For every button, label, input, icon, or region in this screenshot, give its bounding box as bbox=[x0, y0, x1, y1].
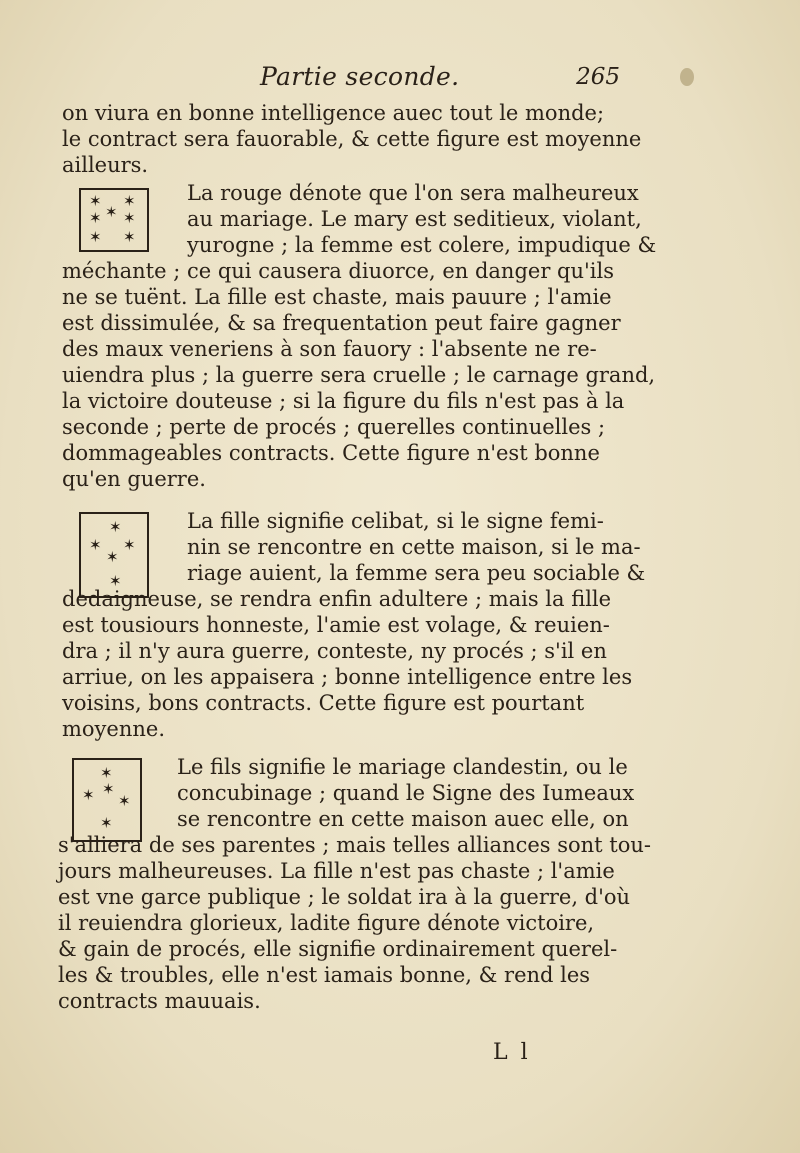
star-icon: ✶ bbox=[109, 518, 122, 536]
text-line: La rouge dénote que l'on sera malheureux bbox=[187, 181, 639, 205]
star-icon: ✶ bbox=[102, 780, 115, 798]
star-icon: ✶ bbox=[106, 548, 119, 566]
text-line: nin se rencontre en cette maison, si le ma- bbox=[187, 535, 641, 559]
star-icon: ✶ bbox=[89, 536, 102, 554]
text-line: s'alliera de ses parentes ; mais telles alliances sont tou- bbox=[58, 833, 652, 857]
star-icon: ✶ bbox=[105, 203, 118, 221]
text-line: est tousiours honneste, l'amie est volage, & reuien- bbox=[62, 613, 610, 637]
text-line: au mariage. Le mary est seditieux, violant, bbox=[187, 207, 642, 231]
star-icon: ✶ bbox=[89, 228, 102, 246]
text-line: méchante ; ce qui causera diuorce, en danger qu'ils bbox=[62, 259, 614, 283]
running-title: Partie seconde. bbox=[260, 62, 460, 91]
text-line: ne se tuënt. La fille est chaste, mais pauure ; l'amie bbox=[62, 285, 612, 309]
signature-mark: L l bbox=[493, 1040, 531, 1065]
text-line: Le fils signifie le mariage clandestin, ou le bbox=[177, 755, 628, 779]
star-icon: ✶ bbox=[89, 192, 102, 210]
geomantic-figure-rouge bbox=[79, 188, 149, 252]
star-icon: ✶ bbox=[118, 792, 131, 810]
page-header bbox=[60, 62, 620, 92]
text-line: est vne garce publique ; le soldat ira à la guerre, d'où bbox=[58, 885, 631, 909]
text-line: concubinage ; quand le Signe des Iumeaux bbox=[177, 781, 635, 805]
text-line: contracts mauuais. bbox=[58, 989, 261, 1013]
text-line: yurogne ; la femme est colere, impudique & bbox=[187, 233, 657, 257]
star-icon: ✶ bbox=[109, 572, 122, 590]
star-icon: ✶ bbox=[82, 786, 95, 804]
text-line: les & troubles, elle n'est iamais bonne, & rend les bbox=[58, 963, 591, 987]
text-line: La fille signifie celibat, si le signe femi- bbox=[187, 509, 604, 533]
text-line: dra ; il n'y aura guerre, conteste, ny procés ; s'il en bbox=[62, 639, 607, 663]
text-line: la victoire douteuse ; si la figure du fils n'est pas à la bbox=[62, 389, 625, 413]
text-line: est dissimulée, & sa frequentation peut faire gagner bbox=[62, 311, 621, 335]
text-line: uiendra plus ; la guerre sera cruelle ; le carnage grand, bbox=[62, 363, 656, 387]
page-number: 265 bbox=[576, 64, 620, 90]
text-line: jours malheureuses. La fille n'est pas chaste ; l'amie bbox=[58, 859, 615, 883]
paper-stain bbox=[680, 68, 694, 86]
text-line: se rencontre en cette maison auec elle, on bbox=[177, 807, 629, 831]
text-line: riage auient, la femme sera peu sociable & bbox=[187, 561, 646, 585]
text-line: moyenne. bbox=[62, 717, 166, 741]
text-line: on viura en bonne intelligence auec tout le monde; bbox=[62, 101, 605, 125]
text-line: il reuiendra glorieux, ladite figure dénote victoire, bbox=[58, 911, 595, 935]
text-line: seconde ; perte de procés ; querelles continuelles ; bbox=[62, 415, 606, 439]
star-icon: ✶ bbox=[123, 209, 136, 227]
star-icon: ✶ bbox=[100, 764, 113, 782]
text-line: des maux veneriens à son fauory : l'absente ne re- bbox=[62, 337, 597, 361]
geomantic-figure-fils bbox=[72, 758, 142, 842]
star-icon: ✶ bbox=[89, 209, 102, 227]
text-line: voisins, bons contracts. Cette figure est pourtant bbox=[62, 691, 585, 715]
text-line: qu'en guerre. bbox=[62, 467, 206, 491]
text-line: le contract sera fauorable, & cette figure est moyenne bbox=[62, 127, 642, 151]
text-line: ailleurs. bbox=[62, 153, 149, 177]
text-line: & gain de procés, elle signifie ordinairement querel- bbox=[58, 937, 618, 961]
star-icon: ✶ bbox=[123, 228, 136, 246]
text-line: dommageables contracts. Cette figure n'est bonne bbox=[62, 441, 600, 465]
star-icon: ✶ bbox=[100, 814, 113, 832]
star-icon: ✶ bbox=[123, 192, 136, 210]
text-line: dedaigneuse, se rendra enfin adultere ; mais la fille bbox=[62, 587, 612, 611]
text-line: arriue, on les appaisera ; bonne intelligence entre les bbox=[62, 665, 633, 689]
star-icon: ✶ bbox=[123, 536, 136, 554]
